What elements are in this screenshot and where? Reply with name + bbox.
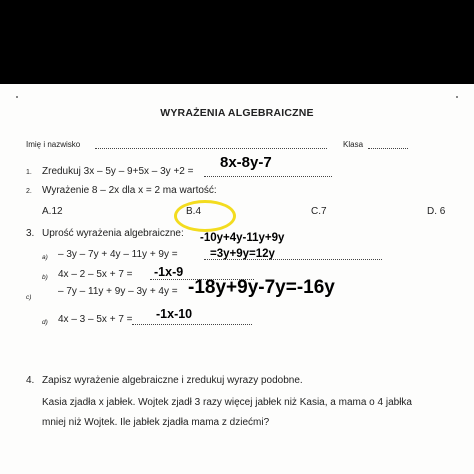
option-d: D. 6: [427, 206, 446, 217]
item-c-expression: – 7y – 11y + 9y – 3y + 4y =: [58, 286, 178, 297]
question-4-line-2: Kasia zjadła x jabłek. Wojtek zjadł 3 razy więcej jabłek niż Kasia, a mama o 4 jabłka: [42, 397, 412, 408]
item-c-answer: -18y+9y-7y=-16y: [188, 277, 335, 298]
question-1-number: 1.: [26, 169, 32, 176]
question-4-line-1: Zapisz wyrażenie algebraiczne i zredukuj wyrazy podobne.: [42, 375, 303, 386]
option-c: C.7: [311, 206, 327, 217]
question-1-text: Zredukuj 3x – 5y – 9+5x – 3y +2 =: [42, 166, 194, 177]
question-2-text: Wyrażenie 8 – 2x dla x = 2 ma wartość:: [42, 185, 217, 196]
item-a-expression: – 3y – 7y + 4y – 11y + 9y =: [58, 249, 178, 260]
name-label: Imię i nazwisko: [26, 140, 81, 149]
option-b: B.4: [186, 206, 202, 217]
question-1-answer-line[interactable]: [204, 176, 332, 177]
item-a-answer-line2: =3y+9y=12y: [210, 248, 275, 260]
item-d-answer: -1x-10: [156, 307, 193, 321]
question-3-text: Uprość wyrażenia algebraiczne:: [42, 228, 184, 239]
question-4-number: 4.: [26, 375, 35, 386]
name-line[interactable]: [95, 148, 327, 149]
item-a-answer-line1: -10y+4y-11y+9y: [200, 232, 285, 244]
page-title: WYRAŻENIA ALGEBRAICZNE: [160, 107, 314, 119]
item-d-answer-line[interactable]: [132, 324, 252, 325]
item-b-expression: 4x – 2 – 5x + 7 =: [58, 269, 133, 280]
item-d-expression: 4x – 3 – 5x + 7 =: [58, 314, 133, 325]
corner-mark: [456, 96, 458, 98]
corner-mark: [16, 96, 18, 98]
item-b-answer: -1x-9: [154, 265, 184, 279]
question-1-answer: 8x-8y-7: [220, 154, 272, 171]
class-label: Klasa: [343, 140, 364, 149]
item-d-letter: d): [42, 319, 48, 326]
question-4-line-3: mniej niż Wojtek. Ile jabłek zjadła mama z dziećmi?: [42, 417, 270, 428]
worksheet-page: [0, 84, 474, 474]
option-a: A.12: [42, 206, 63, 217]
item-b-letter: b): [42, 274, 48, 281]
question-3-number: 3.: [26, 228, 35, 239]
item-a-letter: a): [42, 254, 48, 261]
question-2-number: 2.: [26, 188, 32, 195]
item-c-letter: c): [26, 294, 32, 301]
class-line[interactable]: [368, 148, 408, 149]
